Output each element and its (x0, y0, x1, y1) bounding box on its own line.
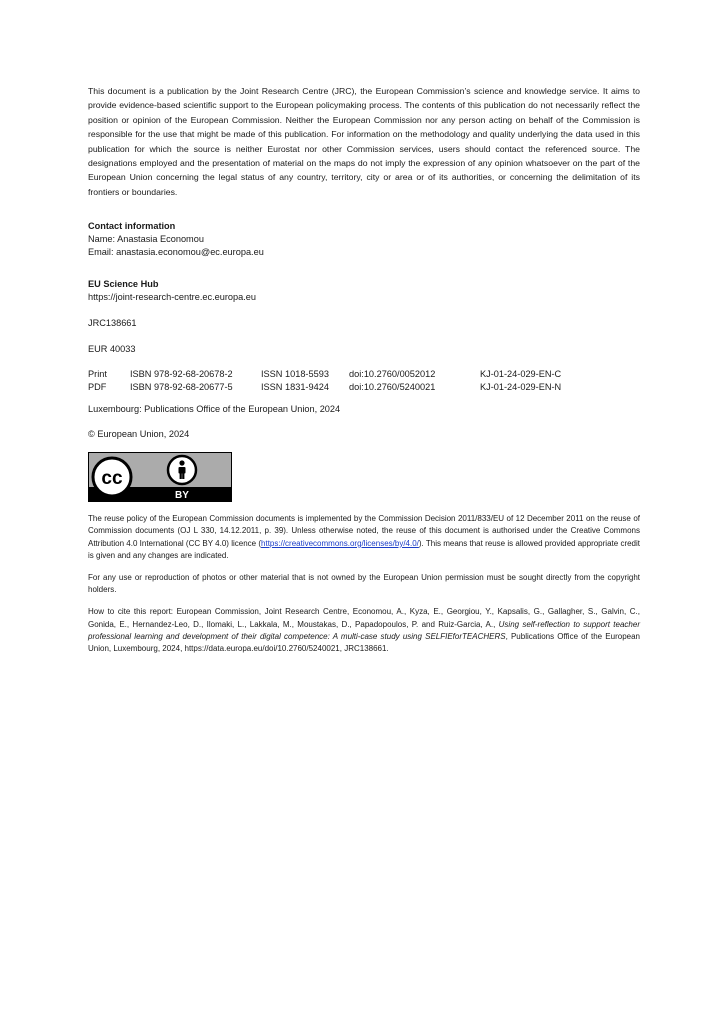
citation-title: Using self-reflection to support teacher professional learning and development of their digital competence: A multi-case study using SELFIEforTEACHERS (88, 619, 640, 641)
catalogue-cell: KJ-01-24-029-EN-N (480, 381, 562, 392)
contact-name: Name: Anastasia Economou (88, 234, 204, 245)
by-text: BY (175, 490, 189, 502)
reuse-text-start: The reuse policy of the European Commission documents is implemented by the Commission Decision 2011/833/EU of 12 December 2011 on the reuse of Commission documents (OJ L 330, 14.12.2011, p. 39). Unless otherwise noted, the reuse of this document is authorised under the Creative Commons Attribution 4.0 International (CC BY 4.0) licence ( (88, 514, 640, 548)
science-hub-url[interactable]: https://joint-research-centre.ec.europa.eu (88, 292, 257, 303)
issn-cell: ISSN 1018-5593 (261, 369, 329, 380)
cc-text: cc (101, 468, 123, 490)
catalogue-cell: KJ-01-24-029-EN-C (480, 369, 562, 380)
identifier-table (88, 368, 561, 393)
photos-permission-text: For any use or reproduction of photos or other material that is not owned by the European Union permission must be sought directly from the copyright holders. (88, 573, 640, 595)
cc-by-badge-graphic (89, 453, 231, 501)
identifier-row-pdf (88, 381, 561, 394)
contact-email[interactable]: Email: anastasia.economou@ec.europa.eu (88, 247, 264, 258)
science-hub-heading: EU Science Hub (88, 279, 159, 290)
contact-heading: Contact information (88, 221, 176, 232)
isbn-cell: ISBN 978-92-68-20678-2 (130, 369, 233, 380)
copyright-line: © European Union, 2024 (88, 429, 190, 440)
publisher-line: Luxembourg: Publications Office of the European Union, 2024 (88, 404, 341, 415)
identifier-row-print (88, 368, 561, 381)
citation-details: , Publications Office of the European Union, Luxembourg, 2024, https://data.europa.eu/doi/10.2760/5240021, JRC138661. (88, 631, 640, 654)
disclaimer-text: This document is a publication by the Joint Research Centre (JRC), the European Commission’s science and knowledge service. It aims to provide evidence-based scientific support to the European policymaking process. The contents of this publication do not necessarily reflect the position or opinion of the European Commission. Neither the European Commission nor any person acting on behalf of the Commission is responsible for the use that might be made of this publication. For information on the methodology and quality underlying the data used in this publication for which the source is neither Eurostat nor other Commission services, users should contact the referenced source. The designations employed and the presentation of material on the maps do not imply the expression of any opinion whatsoever on the part of the European Union concerning the legal status of any country, territory, city or area or of its authorities, or concerning the delimitation of its frontiers or boundaries. (88, 86, 640, 197)
citation-authors: How to cite this report: European Commission, Joint Research Centre, Economou, A., Kyza, E., Georgiou, Y., Kapsalis, G., Gallagher, S., Galvin, C., Gonida, E., Hernandez-Leo, D., Ilomaki, L., Lakkala, M., Moustakas, D., Papadopoulos, P. and Ruiz-Garcia, A., (88, 607, 640, 629)
reuse-text-end: ). This means that reuse is allowed provided appropriate credit is given and any changes are indicated. (88, 538, 641, 560)
eur-number: EUR 40033 (88, 344, 136, 355)
doi-cell: doi:10.2760/0052012 (349, 369, 436, 380)
publication-page (88, 84, 640, 655)
contact-section (88, 220, 640, 259)
format-cell: PDF (88, 381, 107, 392)
doi-cell: doi:10.2760/5240021 (349, 381, 436, 392)
reuse-policy-text (88, 513, 640, 562)
cc-by-license-badge[interactable] (88, 452, 232, 502)
jrc-number: JRC138661 (88, 318, 137, 329)
science-hub-section (88, 278, 640, 304)
cc-license-link[interactable]: https://creativecommons.org/licenses/by/4.0/ (261, 538, 419, 548)
citation-text (88, 606, 640, 655)
issn-cell: ISSN 1831-9424 (261, 381, 329, 392)
isbn-cell: ISBN 978-92-68-20677-5 (130, 381, 233, 392)
format-cell: Print (88, 369, 107, 380)
